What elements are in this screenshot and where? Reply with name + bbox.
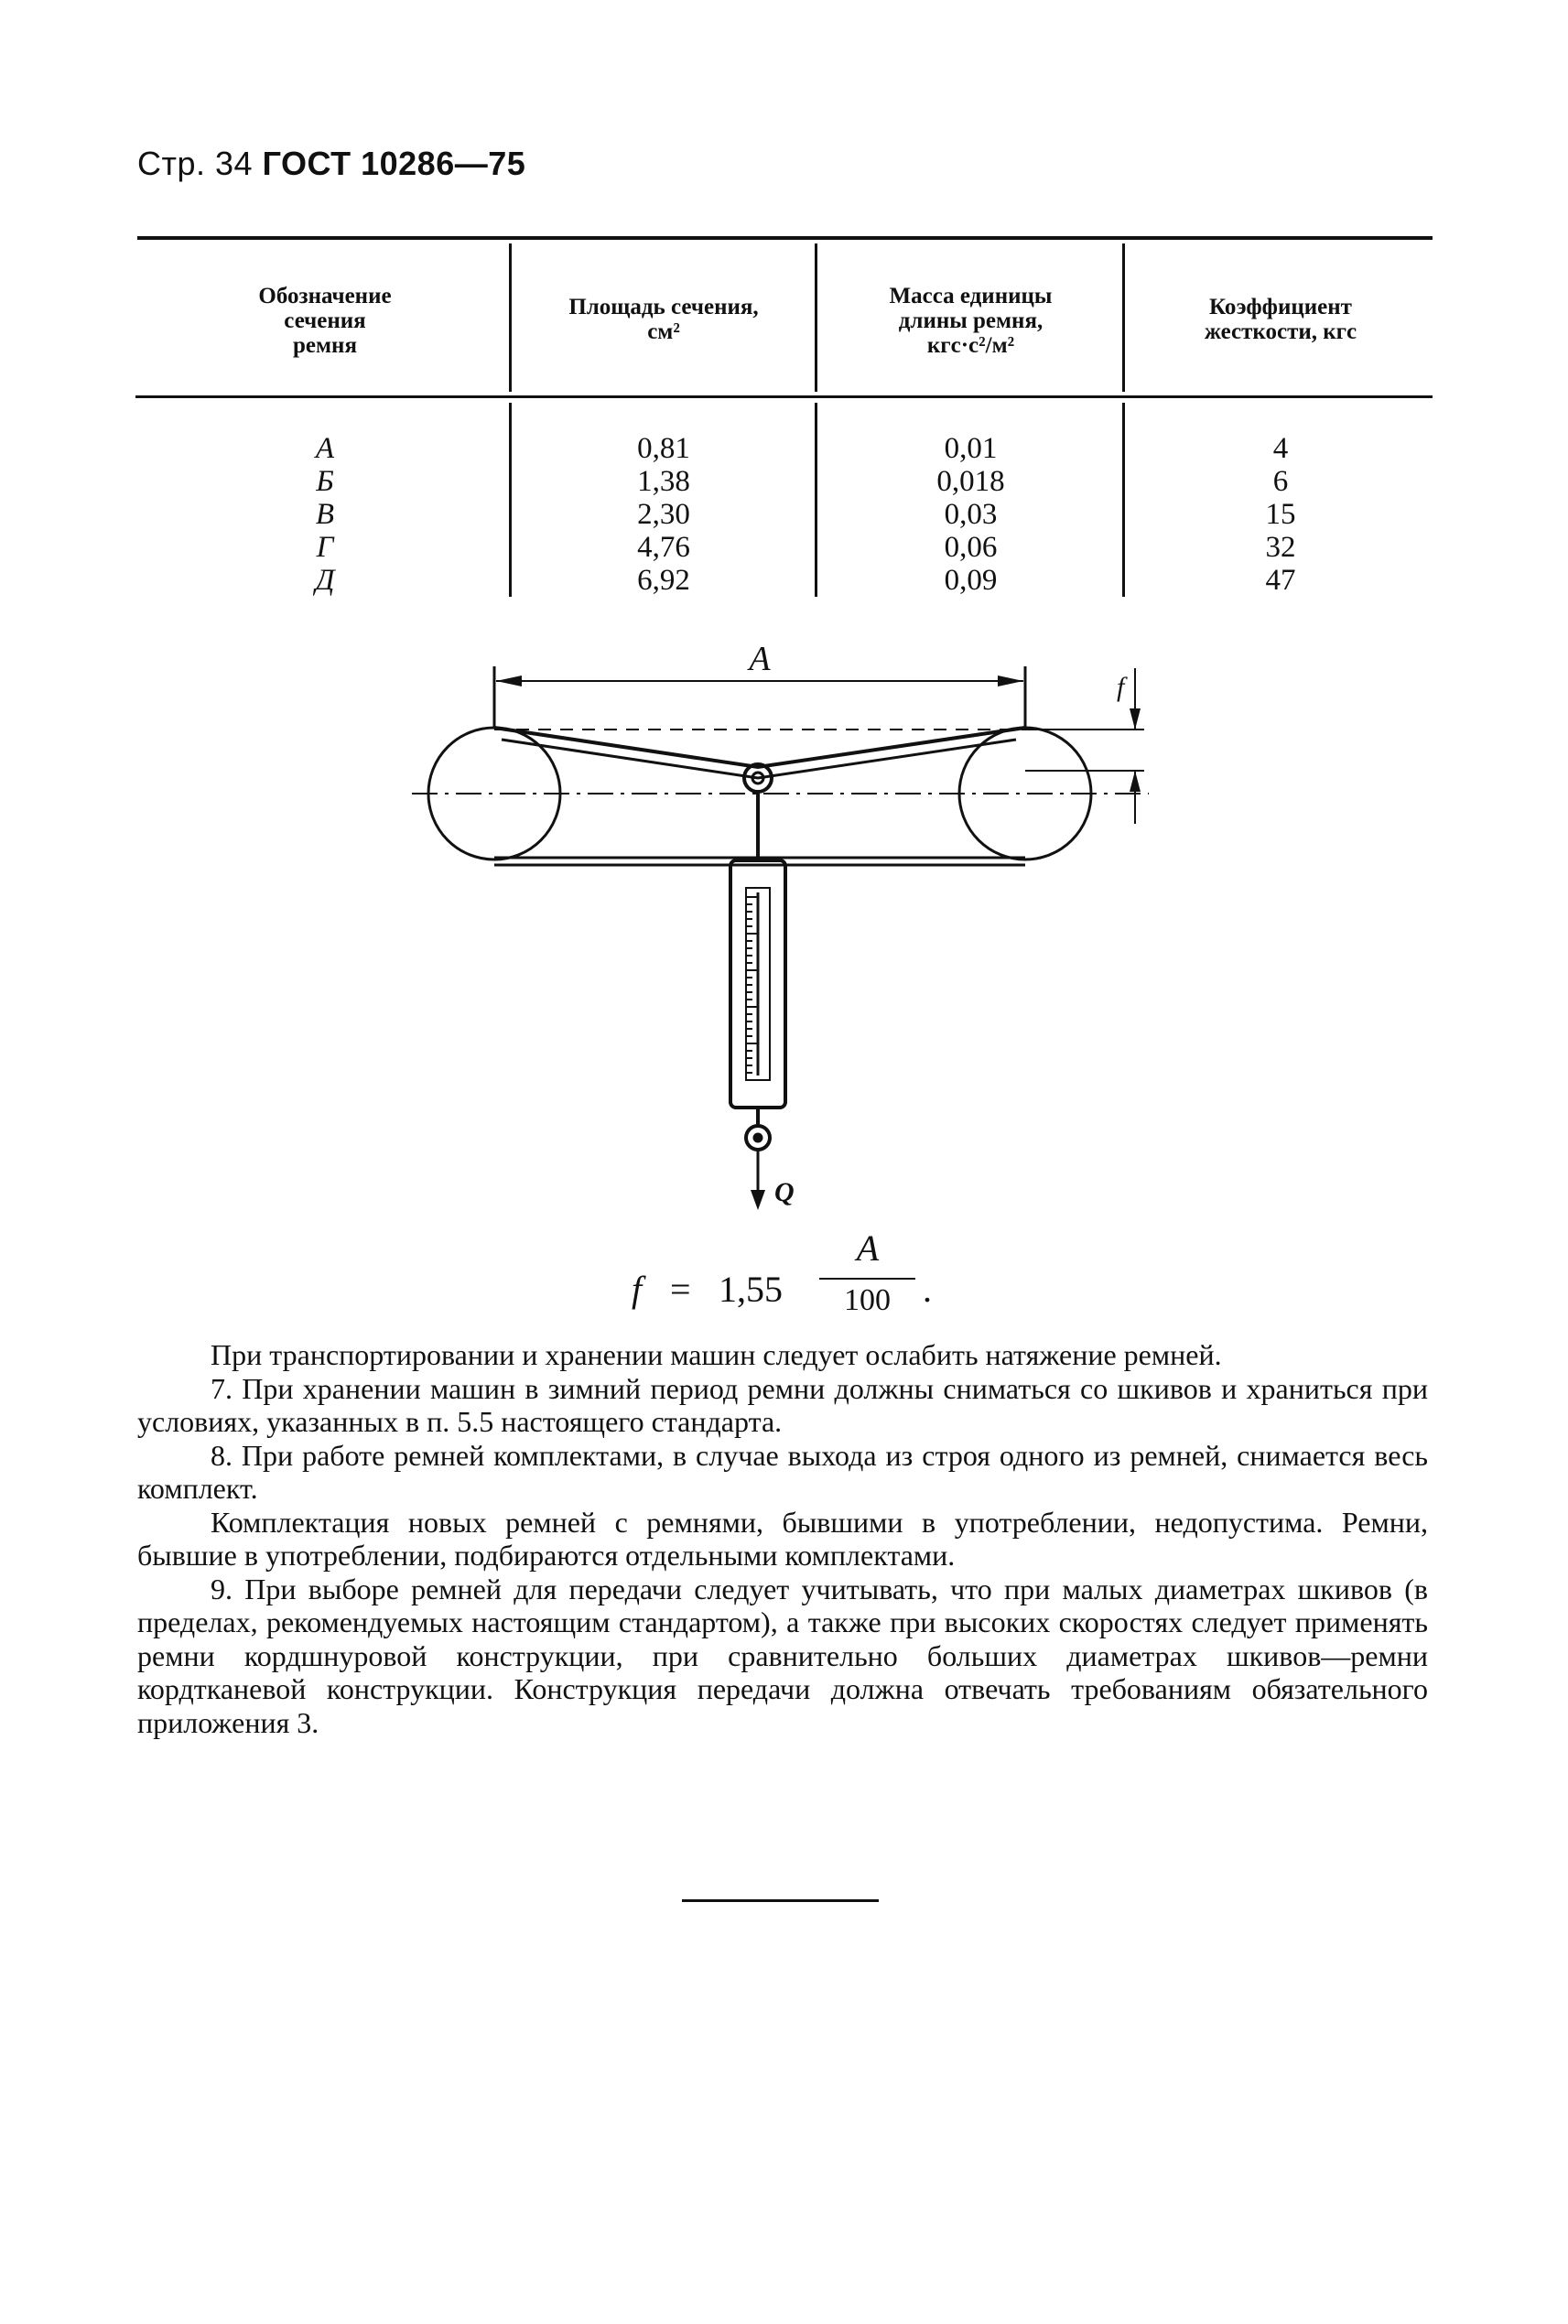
paragraph: 7. При хранении машин в зимний период ремни должны сниматься со шкивов и храниться при условиях, указанных в п. 5.5 настоящего стандарта. [137,1371,1428,1438]
table-cell: 4 [1272,432,1289,465]
end-rule [682,1899,879,1902]
dimension-label-a: A [749,641,771,678]
page-header [137,145,525,183]
table-header-mass: Масса единицы длины ремня, кгс·с²/м² [889,284,1053,358]
formula-numerator: A [856,1227,880,1269]
load-arrowhead [751,1190,765,1210]
paragraph: Комплектация новых ремней с ремнями, бывшими в употреблении, недопустима. Ремни, бывшие в употреблении, подбираются отдельными комплектами. [137,1505,1428,1572]
table-cell: Б [316,465,334,498]
belt-diagram [384,641,1190,1227]
formula-lhs: f [632,1269,643,1310]
table-cell: 32 [1265,531,1296,564]
formula-coefficient: 1,55 [719,1269,783,1310]
paragraph: При транспортировании и хранении машин следует ослабить натяжение ремней. [211,1338,1222,1371]
balance-ring-inner [754,1134,762,1141]
column-separator [1122,243,1125,392]
table-cell: 6 [1272,465,1289,498]
table-cell: Д [315,564,335,597]
upper-belt [494,728,1025,767]
formula-end: . [923,1269,932,1310]
table-cell: 4,76 [637,531,690,564]
table-cell: В [315,498,335,531]
table-cell: 47 [1265,564,1296,597]
dimension-arrow-right [998,676,1023,686]
table-header-rule [135,395,1433,398]
load-label-q: Q [774,1177,795,1207]
fraction-bar [819,1278,915,1280]
table-cell: А [315,432,335,465]
table-top-rule [137,236,1433,240]
stiffness-column [1130,432,1432,597]
deflection-formula [632,1227,934,1336]
formula-equals: = [670,1269,691,1310]
table-cell: 1,38 [637,465,690,498]
table-header-area: Площадь сечения, см² [568,295,759,344]
dimension-arrow-left [496,676,522,686]
designation-column [146,432,503,597]
table-cell: 2,30 [637,498,690,531]
column-separator [509,243,512,392]
column-separator [509,403,512,597]
body-text [137,1338,1428,1739]
table-cell: Г [316,531,334,564]
table-header-stiffness: Коэффициент жесткости, кгс [1204,295,1357,344]
mass-column [822,432,1119,597]
table-cell: 0,81 [637,432,690,465]
table-cell: 0,03 [944,498,998,531]
table-cell: 0,09 [944,564,998,597]
table-cell: 15 [1265,498,1296,531]
table-cell: 0,01 [944,432,998,465]
standard-number: ГОСТ 10286—75 [262,145,526,182]
column-separator [815,403,817,597]
formula-denominator: 100 [844,1283,891,1317]
table-cell: 6,92 [637,564,690,597]
page-number: Стр. 34 [137,145,254,182]
table-cell: 0,06 [944,531,998,564]
paragraph: 8. При работе ремней комплектами, в случае выхода из строя одного из ремней, снимается весь комплект. [137,1438,1428,1505]
paragraph: 9. При выборе ремней для передачи следует учитывать, что при малых диаметрах шкивов (в пределах, рекомендуемых настоящим стандартом), а также при высоких скоростях следует применять ремни кордшнуровой конструкции, при сравнительно больших диаметрах шкивов—ремни кордтканевой конструкции. Конструкция передачи должна отвечать требованиям обязательного приложения 3. [137,1572,1428,1739]
deflection-label-f: f [1117,672,1125,702]
table-header-designation: Обозначение сечения ремня [258,284,392,358]
column-separator [815,243,817,392]
belt-tension-figure [384,641,1190,1227]
table-cell: 0,018 [936,465,1005,498]
area-column [517,432,810,597]
column-separator [1122,403,1125,597]
deflection-arrow-down [1130,708,1141,730]
deflection-arrow-up [1130,771,1141,792]
